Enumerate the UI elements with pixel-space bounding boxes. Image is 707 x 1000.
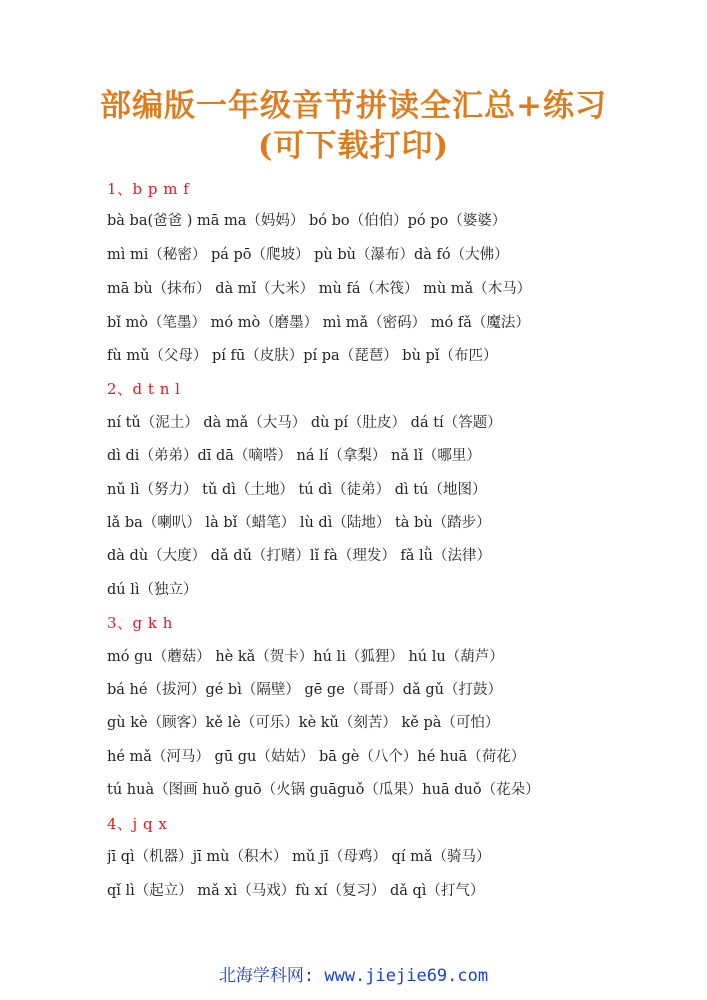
page-title: 部编版一年级音节拼读全汇总+练习 xyxy=(100,88,607,124)
pinyin-line: bá hé（拔河）gé bì（隔壁） gē ge（哥哥）dǎ gǔ（打鼓） xyxy=(107,682,502,698)
pinyin-line: mì mi（秘密） pá pō（爬坡） pù bù（瀑布）dà fó（大佛） xyxy=(107,247,509,263)
pinyin-line: dì di（弟弟）dī dā（嘀嗒） ná lí（拿梨） nǎ lǐ（哪里） xyxy=(107,448,481,464)
pinyin-line: tú huà（图画 huǒ guō（火锅 guāguǒ（瓜果）huā duǒ（花朵） xyxy=(107,782,540,798)
pinyin-line: lǎ ba（喇叭） là bǐ（蜡笔） lù dì（陆地） tà bù（踏步） xyxy=(107,515,491,531)
pinyin-line: qǐ lì（起立） mǎ xì（马戏）fù xí（复习） dǎ qì（打气） xyxy=(107,883,485,899)
pinyin-line: hé mǎ（河马） gū gu（姑姑） bā gè（八个）hé huā（荷花） xyxy=(107,749,526,765)
pinyin-line: nǔ lì（努力） tǔ dì（土地） tú dì（徒弟） dì tú（地图） xyxy=(107,482,487,498)
pinyin-line: dà dù（大度） dǎ dǔ（打赌）lǐ fà（理发） fǎ lǜ（法律） xyxy=(107,548,492,564)
pinyin-line: fù mǔ（父母） pí fū（皮肤）pí pa（琵琶） bù pǐ（布匹） xyxy=(107,348,498,364)
page-subtitle: (可下载打印) xyxy=(257,128,450,164)
pinyin-line: jī qì（机器）jī mù（积木） mǔ jī（母鸡） qí mǎ（骑马） xyxy=(107,849,491,865)
section-heading-dtnl: 2、d t n l xyxy=(107,380,181,398)
pinyin-line: bǐ mò（笔墨） mó mò（磨墨） mì mǎ（密码） mó fǎ（魔法） xyxy=(107,315,530,331)
pinyin-line: bà ba(爸爸 ) mā ma（妈妈） bó bo（伯伯）pó po（婆婆） xyxy=(107,213,507,229)
section-heading-gkh: 3、g k h xyxy=(107,614,173,632)
pinyin-line: gù kè（顾客）kě lè（可乐）kè kǔ（刻苦） kě pà（可怕） xyxy=(107,715,500,731)
pinyin-line: mó gu（蘑菇） hè kǎ（贺卡）hú li（狐狸） hú lu（葫芦） xyxy=(107,649,504,665)
pinyin-line: dú lì（独立） xyxy=(107,582,198,598)
section-heading-jqx: 4、j q x xyxy=(107,815,168,833)
section-heading-bpmf: 1、b p m f xyxy=(107,180,190,198)
pinyin-line: ní tǔ（泥土） dà mǎ（大马） dù pí（肚皮） dá tí（答题） xyxy=(107,415,502,431)
pinyin-line: mā bù（抹布） dà mǐ（大米） mù fá（木筏） mù mǎ（木马） xyxy=(107,281,532,297)
footer-watermark-link[interactable]: 北海学科网: www.jiejie69.com xyxy=(218,966,489,986)
